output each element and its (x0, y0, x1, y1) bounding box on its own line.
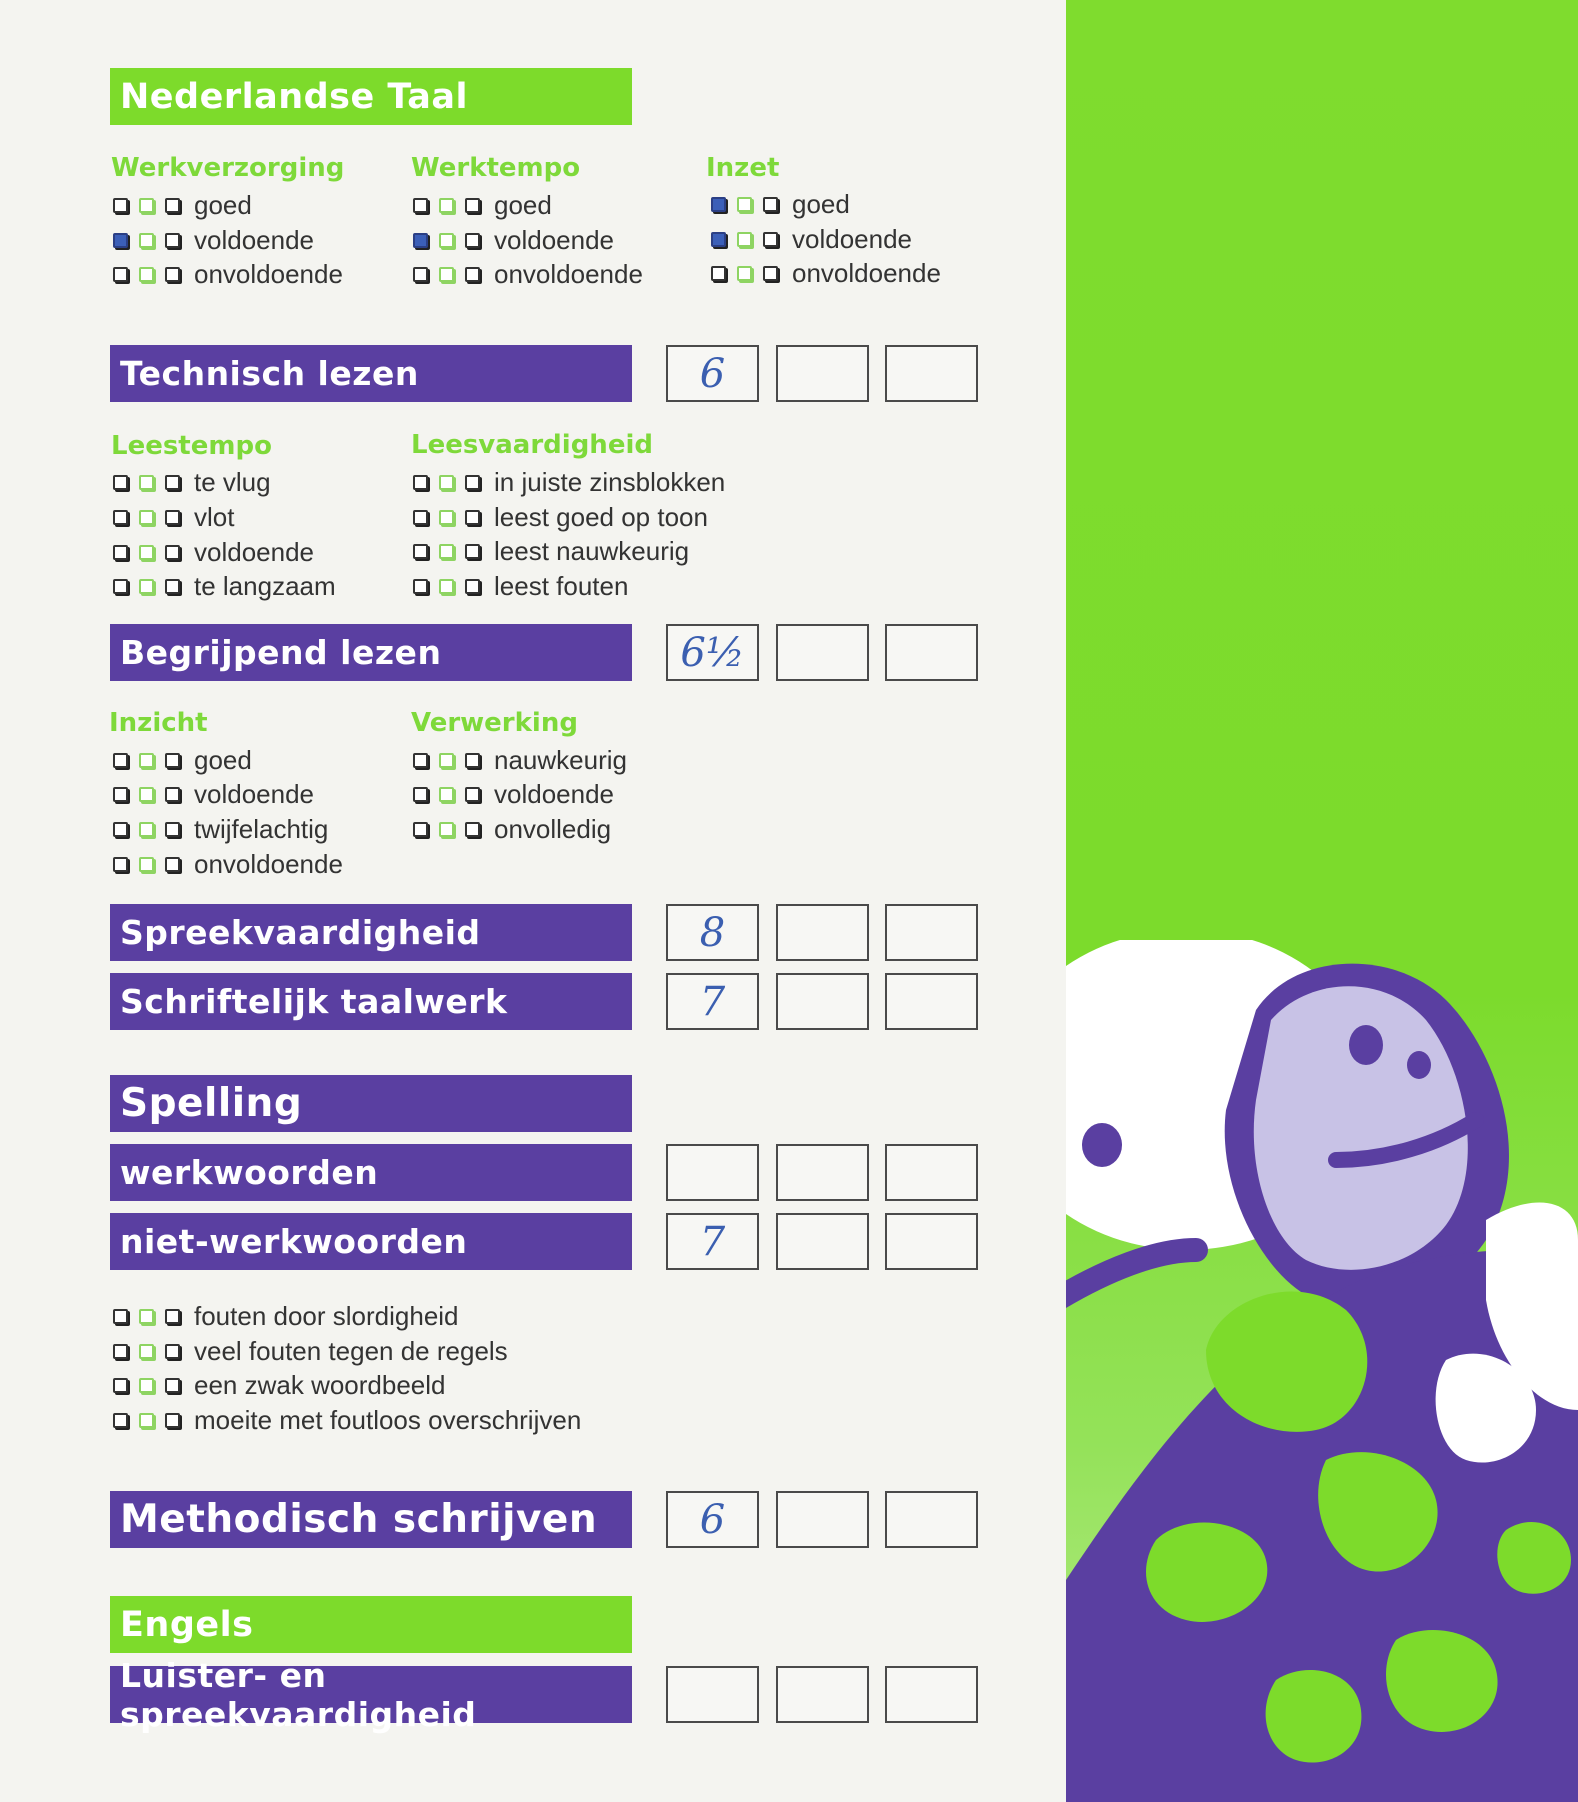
section-spelling (110, 1075, 632, 1132)
group-title-leesvaardigheid: Leesvaardigheid (411, 430, 653, 460)
grade-box-1[interactable] (666, 1144, 759, 1201)
checkbox[interactable] (113, 857, 128, 872)
option-leestempo-1[interactable] (113, 465, 271, 499)
checkbox[interactable] (165, 1309, 180, 1324)
section-title: Schriftelijk taalwerk (120, 982, 508, 1021)
option-label: onvoldoende (194, 258, 343, 289)
grade-box-3[interactable] (885, 973, 978, 1030)
checkbox[interactable] (439, 233, 454, 248)
checkbox[interactable] (413, 787, 428, 802)
checkbox[interactable] (113, 1344, 128, 1359)
option-werktempo-goed[interactable] (413, 188, 552, 222)
group-title-inzicht: Inzicht (109, 708, 208, 738)
checkbox[interactable] (139, 822, 154, 837)
checkbox[interactable] (139, 475, 154, 490)
checkbox[interactable] (465, 198, 480, 213)
checkbox[interactable] (139, 787, 154, 802)
section-werkwoorden (110, 1144, 632, 1201)
section-methodisch-schrijven (110, 1491, 632, 1548)
checkbox[interactable] (439, 579, 454, 594)
grade-box-3[interactable] (885, 624, 978, 681)
checkbox[interactable] (165, 1413, 180, 1428)
option-leestempo-2[interactable] (113, 500, 234, 534)
option-label: goed (194, 744, 252, 775)
checkbox[interactable] (139, 753, 154, 768)
checkbox[interactable] (165, 1344, 180, 1359)
checkbox[interactable] (113, 1378, 128, 1393)
checkbox[interactable] (113, 510, 128, 525)
checkbox[interactable] (139, 267, 154, 282)
section-title: Nederlandse Taal (120, 76, 469, 117)
option-spelling-4[interactable] (113, 1403, 581, 1437)
checkbox[interactable] (139, 1309, 154, 1324)
grade-box-1[interactable]: 6 (666, 1491, 759, 1548)
checkbox[interactable] (439, 510, 454, 525)
checkbox[interactable] (139, 545, 154, 560)
checkbox[interactable] (113, 267, 128, 282)
checkbox[interactable] (165, 787, 180, 802)
option-label: voldoende (194, 778, 314, 809)
checkbox[interactable] (439, 787, 454, 802)
grade-box-1[interactable]: 7 (666, 973, 759, 1030)
group-title-verwerking: Verwerking (411, 708, 578, 738)
turtle-illustration (1066, 940, 1578, 1802)
section-title: Methodisch schrijven (120, 1497, 598, 1542)
checkbox[interactable] (165, 545, 180, 560)
checkbox[interactable] (439, 753, 454, 768)
checkbox[interactable] (413, 822, 428, 837)
checkbox[interactable] (439, 267, 454, 282)
option-label: moeite met foutloos overschrijven (194, 1404, 582, 1435)
option-werktempo-onvoldoende[interactable] (413, 257, 643, 291)
checkbox[interactable] (763, 197, 778, 212)
grade-box-3[interactable] (885, 1491, 978, 1548)
checkbox[interactable] (413, 753, 428, 768)
option-label: goed (792, 188, 850, 219)
checkbox[interactable] (737, 232, 752, 247)
section-niet-werkwoorden (110, 1213, 632, 1270)
section-title: Technisch lezen (120, 354, 419, 393)
section-begrijpend-lezen (110, 624, 632, 681)
checkbox[interactable] (439, 822, 454, 837)
grade-box-3[interactable] (885, 904, 978, 961)
option-label: voldoende (792, 223, 912, 254)
option-label: twijfelachtig (194, 813, 329, 844)
grade-box-2[interactable] (776, 973, 869, 1030)
checkbox[interactable] (165, 822, 180, 837)
section-schriftelijk-taalwerk (110, 973, 632, 1030)
checkbox[interactable] (139, 1344, 154, 1359)
group-title-leestempo: Leestempo (111, 431, 272, 461)
option-inzet-goed[interactable] (711, 187, 850, 221)
checkbox[interactable] (113, 787, 128, 802)
grade-box-3[interactable] (885, 1213, 978, 1270)
option-inzicht-4[interactable] (113, 847, 343, 881)
option-label: voldoende (194, 536, 314, 567)
grade-box-1[interactable]: 6½ (666, 624, 759, 681)
option-label: onvoldoende (494, 258, 643, 289)
option-spelling-1[interactable] (113, 1299, 459, 1333)
checkbox[interactable] (139, 510, 154, 525)
option-label: leest nauwkeurig (494, 535, 690, 566)
grade-box-2[interactable] (776, 1666, 869, 1723)
checkbox[interactable] (413, 267, 428, 282)
grade-box-1[interactable]: 7 (666, 1213, 759, 1270)
checkbox[interactable] (465, 475, 480, 490)
option-leestempo-4[interactable] (113, 569, 336, 603)
section-spreekvaardigheid (110, 904, 632, 961)
option-spelling-2[interactable] (113, 1334, 508, 1368)
option-label: fouten door slordigheid (194, 1300, 459, 1331)
option-inzicht-2[interactable] (113, 777, 314, 811)
grade-box-3[interactable] (885, 345, 978, 402)
option-label: te vlug (194, 466, 271, 497)
option-verwerking-1[interactable] (413, 743, 627, 777)
option-werkverzorging-goed[interactable] (113, 188, 252, 222)
option-werktempo-voldoende[interactable] (413, 223, 614, 257)
grade-box-2[interactable] (776, 1491, 869, 1548)
option-inzicht-3[interactable] (113, 812, 328, 846)
option-label: voldoende (494, 778, 614, 809)
section-title: Luister- en spreekvaardigheid (120, 1655, 477, 1734)
checkbox[interactable] (439, 544, 454, 559)
grade-box-1[interactable] (666, 1666, 759, 1723)
option-label: voldoende (494, 224, 614, 255)
option-label: veel fouten tegen de regels (194, 1335, 508, 1366)
checkbox[interactable] (413, 579, 428, 594)
checkbox[interactable] (165, 579, 180, 594)
section-nederlandse-taal (110, 68, 632, 125)
option-label: leest goed op toon (494, 501, 708, 532)
checkbox-checked[interactable] (711, 232, 726, 247)
grade-box-2[interactable] (776, 1144, 869, 1201)
checkbox[interactable] (113, 198, 128, 213)
checkbox[interactable] (465, 233, 480, 248)
section-title: Engels (120, 1604, 254, 1645)
checkbox[interactable] (763, 266, 778, 281)
checkbox[interactable] (763, 232, 778, 247)
checkbox[interactable] (165, 267, 180, 282)
checkbox[interactable] (465, 267, 480, 282)
option-werkverzorging-voldoende[interactable] (113, 223, 314, 257)
checkbox[interactable] (439, 475, 454, 490)
checkbox[interactable] (113, 753, 128, 768)
checkbox[interactable] (465, 787, 480, 802)
option-label: voldoende (194, 224, 314, 255)
option-label: te langzaam (194, 570, 336, 601)
grade-box-3[interactable] (885, 1666, 978, 1723)
checkbox[interactable] (465, 579, 480, 594)
grade-box-2[interactable] (776, 345, 869, 402)
option-leesvaardigheid-2[interactable] (413, 500, 708, 534)
option-label: onvoldoende (792, 257, 941, 288)
checkbox[interactable] (711, 266, 726, 281)
grade-box-3[interactable] (885, 1144, 978, 1201)
section-title: werkwoorden (120, 1153, 379, 1192)
option-label: nauwkeurig (494, 744, 627, 775)
checkbox[interactable] (139, 233, 154, 248)
option-leesvaardigheid-1[interactable] (413, 465, 725, 499)
checkbox[interactable] (165, 753, 180, 768)
checkbox[interactable] (165, 1378, 180, 1393)
checkbox[interactable] (113, 475, 128, 490)
checkbox[interactable] (465, 753, 480, 768)
option-inzet-onvoldoende[interactable] (711, 256, 941, 290)
section-luister-en-spreekvaardigheid (110, 1655, 632, 1734)
option-label: een zwak woordbeeld (194, 1369, 446, 1400)
section-title: Spelling (120, 1081, 303, 1126)
grade-box-2[interactable] (776, 624, 869, 681)
option-label: goed (494, 189, 552, 220)
option-label: leest fouten (494, 570, 629, 601)
checkbox-checked[interactable] (113, 233, 128, 248)
checkbox[interactable] (139, 198, 154, 213)
checkbox[interactable] (165, 510, 180, 525)
group-title-werktempo: Werktempo (411, 153, 581, 183)
checkbox[interactable] (413, 510, 428, 525)
section-title: Spreekvaardigheid (120, 913, 481, 952)
checkbox[interactable] (165, 198, 180, 213)
checkbox[interactable] (413, 544, 428, 559)
option-label: onvoldoende (194, 848, 343, 879)
checkbox[interactable] (139, 857, 154, 872)
checkbox[interactable] (465, 544, 480, 559)
checkbox[interactable] (113, 579, 128, 594)
grade-box-1[interactable]: 8 (666, 904, 759, 961)
checkbox-checked[interactable] (711, 197, 726, 212)
option-label: vlot (194, 501, 235, 532)
option-leestempo-3[interactable] (113, 535, 314, 569)
grade-box-2[interactable] (776, 904, 869, 961)
grade-box-2[interactable] (776, 1213, 869, 1270)
section-technisch-lezen (110, 345, 632, 402)
section-engels (110, 1596, 632, 1653)
checkbox[interactable] (465, 510, 480, 525)
option-inzet-voldoende[interactable] (711, 222, 912, 256)
checkbox[interactable] (737, 266, 752, 281)
checkbox[interactable] (139, 1378, 154, 1393)
checkbox[interactable] (113, 1413, 128, 1428)
option-werkverzorging-onvoldoende[interactable] (113, 257, 343, 291)
checkbox[interactable] (737, 197, 752, 212)
option-verwerking-2[interactable] (413, 777, 614, 811)
checkbox[interactable] (113, 1309, 128, 1324)
group-title-inzet: Inzet (706, 153, 780, 183)
checkbox[interactable] (165, 233, 180, 248)
checkbox[interactable] (439, 198, 454, 213)
checkbox-checked[interactable] (413, 233, 428, 248)
checkbox[interactable] (139, 1413, 154, 1428)
checkbox[interactable] (465, 822, 480, 837)
option-leesvaardigheid-3[interactable] (413, 534, 689, 568)
option-leesvaardigheid-4[interactable] (413, 569, 628, 603)
grade-box-1[interactable]: 6 (666, 345, 759, 402)
checkbox[interactable] (113, 545, 128, 560)
option-inzicht-1[interactable] (113, 743, 252, 777)
option-spelling-3[interactable] (113, 1368, 446, 1402)
checkbox[interactable] (165, 857, 180, 872)
checkbox[interactable] (165, 475, 180, 490)
checkbox[interactable] (139, 579, 154, 594)
option-label: in juiste zinsblokken (494, 466, 726, 497)
section-title: Begrijpend lezen (120, 633, 442, 672)
option-label: goed (194, 189, 252, 220)
group-title-werkverzorging: Werkverzorging (111, 153, 345, 183)
section-title: niet-werkwoorden (120, 1222, 468, 1261)
option-label: onvolledig (494, 813, 612, 844)
checkbox[interactable] (413, 198, 428, 213)
option-verwerking-3[interactable] (413, 812, 611, 846)
checkbox[interactable] (113, 822, 128, 837)
checkbox[interactable] (413, 475, 428, 490)
